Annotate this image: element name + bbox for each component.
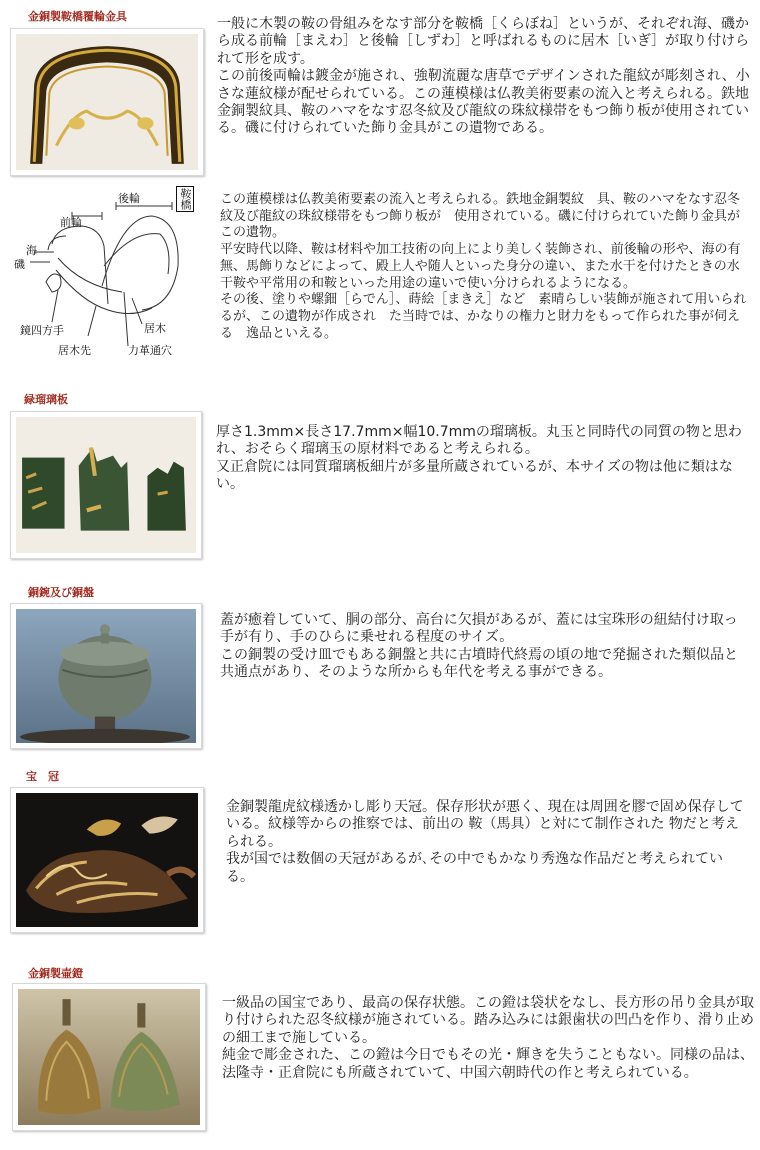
paragraph: この蓮模様は仏教美術要素の流入と考えられる。鉄地金銅製紋 具、鞍のハマをなす忍冬紋及び龍紋の珠紋様帯をもつ飾り板が 使用されている。磯に付けられていた飾り金具がこの遺物。 — [220, 192, 741, 241]
section-text-bronze-bowl — [220, 612, 750, 682]
paragraph: 又正倉院には同質瑠璃板細片が多量所蔵されているが、本サイズの物は他に類はない。 — [216, 458, 733, 493]
paragraph: 厚さ1.3mm×長さ17.7mm×幅10.7mmの瑠璃板。丸玉と同時代の同質の物と思われ、おそらく瑠璃玉の原材料であると考えられる。 — [216, 424, 742, 458]
section-title-saddle-fittings: 金銅製鞍橋覆輪金具 — [28, 10, 127, 23]
paragraph: 我が国では数個の天冠があるが､その中でもかなり秀逸な作品だと考えられている。 — [226, 851, 723, 885]
label-shizuwa: 後輪 — [118, 192, 140, 205]
label-umi: 海 — [26, 244, 37, 257]
stirrups-photo — [12, 983, 206, 1131]
paragraph: 蓋が癒着していて、胴の部分、高台に欠損があるが、蓋には宝珠形の紐結付け取っ手が有り、手のひらに乗せれる程度のサイズ。 — [220, 612, 738, 646]
label-iso: 磯 — [14, 258, 25, 271]
section-title-stirrups: 金銅製壷鐙 — [28, 967, 83, 980]
saddle-structure-diagram — [12, 186, 198, 358]
paragraph: 金銅製龍虎紋様透かし彫り天冠。保存形状が悪く、現在は周囲を膠で固め保存している。紋様等からの推察では、前出の 鞍（馬具）と対にて制作された 物だと考えられる。 — [226, 799, 744, 850]
section-text-saddle-diagram — [220, 192, 752, 342]
label-maewa: 前輪 — [60, 216, 82, 229]
green-glass-plates-photo — [10, 411, 202, 559]
section-title-bronze-bowl: 銅鋺及び銅盤 — [28, 586, 94, 599]
crown-photo — [10, 787, 204, 933]
bronze-bowl-photo — [10, 603, 202, 749]
label-igisaki: 居木先 — [58, 344, 91, 357]
saddle-fittings-photo — [10, 28, 204, 176]
section-title-glass-plates: 緑瑠璃板 — [24, 393, 68, 406]
section-text-glass-plates — [216, 424, 746, 494]
section-title-crown: 宝 冠 — [26, 770, 59, 783]
paragraph: この銅製の受け皿でもある銅盤と共に古墳時代終焉の頃の地で発掘された類似品と共通点があり、そのような所からも年代を考える事ができる。 — [220, 646, 738, 681]
label-kurabone: 鞍橋 — [176, 186, 194, 212]
label-igi: 居木 — [144, 322, 166, 335]
paragraph: この前後両輪は鍍金が施され、強靭流麗な唐草でデザインされた龍紋が彫刻され、小さな蓮紋様が配せられている。この蓮模様は仏教美術要素の流入と考えられる。鉄地金銅製紋具、鞍のハマをなす忍冬紋及び龍紋の珠紋様帯をもつ飾り板が使用されている。磯に付けられていた飾り金具がこの遺物である。 — [217, 68, 750, 137]
paragraph: その後、塗りや螺鈿［らでん］、蒔絵［まきえ］など 素晴らしい装飾が施されて用いられるが、この遺物が作成され た当時では、かなりの権力と財力をもって作られた事が伺える 逸品といえる。 — [220, 292, 747, 341]
paragraph: 純金で彫金された、この鐙は今日でもその光・輝きを失うこともない。同様の品は、法隆寺・正倉院にも所蔵されていて、中国六朝時代の作と考えられている。 — [222, 1047, 754, 1081]
paragraph: 平安時代以降、鞍は材料や加工技術の向上により美しく装飾され、前後輪の形や、海の有無、馬飾りなどによって、殿上人や随人といった身分の違い、また水干を付けたときの水干鞍や平常用の和鞍といった用途の違いで使い分けられるようになる。 — [220, 242, 741, 291]
label-shiode: 鏡四方手 — [20, 324, 64, 337]
paragraph: 一級品の国宝であり、最高の保存状態。この鐙は袋状をなし、長方形の吊り金具が取り付けられた忍冬紋様が施されている。踏み込みには銀歯状の凹凸を作り、滑り止めの細工まで施している。 — [222, 995, 754, 1046]
label-chikarakawa: 力革通穴 — [128, 344, 172, 357]
section-text-stirrups — [222, 995, 756, 1082]
section-text-saddle-fittings — [217, 16, 752, 138]
paragraph: 一般に木製の鞍の骨組みをなす部分を鞍橋［くらぼね］というが、それぞれ海、磯から成る前輪［まえわ］と後輪［しずわ］と呼ばれるものに居木［いぎ］が取り付けられて形を成す。 — [217, 16, 750, 67]
section-text-crown — [226, 799, 746, 886]
